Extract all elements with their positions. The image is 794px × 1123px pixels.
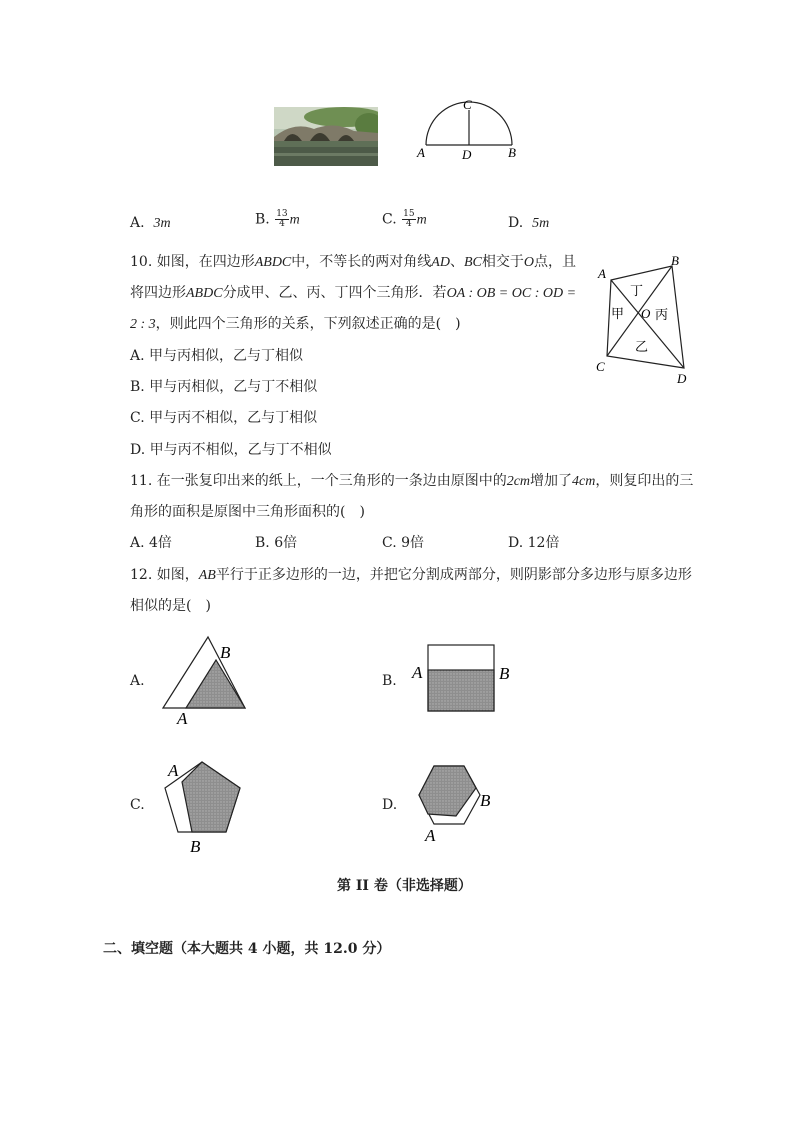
option-value: 3 [153, 216, 161, 231]
quadrilateral-figure [592, 252, 696, 388]
diagonal-ad [611, 280, 684, 368]
option-letter: A. [130, 215, 145, 231]
point-b: B [220, 643, 231, 662]
q10-line-3: 2 : 3，则此四个三角形的关系，下列叙述正确的是( ) [130, 316, 461, 332]
option-unit: m [539, 216, 550, 231]
point-b: B [480, 791, 491, 810]
q10-line-2: 将四边形ABDC分成甲、乙、丙、丁四个三角形．若OA : OB = OC : OD = [130, 285, 577, 301]
q11-option-a[interactable]: A. 4倍 [130, 535, 172, 551]
q12-figure-hexagon [412, 758, 502, 848]
option-letter: C. [382, 211, 397, 228]
q12-option-d-label[interactable]: D. [382, 797, 398, 813]
region-bing: 丙 [655, 307, 669, 322]
fraction: $\frac{13}{4}$ [276, 209, 288, 229]
q10-line-1: 10. 如图，在四边形ABDC中，不等长的两对角线AD、BC相交于O点，且 [130, 254, 576, 270]
region-yi: 乙 [635, 339, 649, 354]
label-d: D [677, 371, 687, 386]
section2-heading: 二、填空题（本大题共 4 小题，共 12.0 分） [103, 941, 391, 957]
label-b: B [508, 145, 516, 160]
region-jia: 甲 [611, 306, 625, 321]
q11-option-b[interactable]: B. 6倍 [255, 535, 298, 551]
semicircle-figure [416, 96, 522, 162]
label-a: A [598, 266, 606, 281]
q11-line-2: 角形的面积是原图中三角形面积的( ) [130, 504, 365, 520]
q12-figure-triangle [158, 632, 254, 728]
q12-line-2: 相似的是( ) [130, 598, 211, 614]
label-c: C [596, 359, 605, 374]
option-letter: D. [508, 215, 524, 231]
label-c: C [463, 97, 472, 112]
label-a: A [417, 145, 425, 160]
point-a: A [177, 709, 188, 728]
point-b: B [190, 837, 201, 856]
point-a: A [168, 761, 179, 780]
q9-option-a[interactable] [130, 215, 171, 232]
option-letter: B. [255, 211, 270, 228]
q10-option-d[interactable]: D. 甲与丙不相似，乙与丁不相似 [130, 442, 332, 458]
region-ding: 丁 [630, 283, 644, 298]
shaded-pentagon [182, 762, 240, 832]
q11-option-d[interactable]: D. 12倍 [508, 535, 560, 551]
q12-figure-square [408, 640, 518, 716]
q10-option-c[interactable]: C. 甲与丙不相似，乙与丁相似 [130, 410, 318, 426]
q11-line-1: 11. 在一张复印出来的纸上，一个三角形的一条边由原图中的2cm增加了4cm，则复印出的三 [130, 473, 694, 489]
point-a: A [412, 663, 423, 682]
q12-option-b-label[interactable]: B. [382, 673, 397, 689]
q12-line-1: 12. 如图，AB平行于正多边形的一边，并把它分割成两部分，则阴影部分多边形与原多边形 [130, 567, 692, 583]
label-d: D [462, 147, 472, 162]
q10-option-b[interactable]: B. 甲与丙相似，乙与丁不相似 [130, 379, 318, 395]
q9-option-c[interactable] [382, 210, 427, 229]
q9-option-d[interactable] [508, 215, 549, 232]
label-o: O [641, 306, 651, 321]
point-a: A [425, 826, 436, 845]
q9-option-b[interactable] [255, 210, 300, 229]
q12-option-a-label[interactable]: A. [130, 673, 145, 689]
bridge-photo [274, 107, 378, 166]
option-unit: m [416, 212, 427, 228]
q12-option-c-label[interactable]: C. [130, 797, 145, 813]
option-unit: m [289, 212, 300, 228]
label-b: B [671, 253, 679, 268]
shaded-triangle [186, 660, 245, 708]
option-value: 5 [532, 216, 540, 231]
q11-option-c[interactable]: C. 9倍 [382, 535, 425, 551]
part2-title: 第 II 卷（非选择题） [337, 878, 472, 894]
shaded-hexagon [419, 766, 476, 816]
q10-option-a[interactable]: A. 甲与丙相似，乙与丁相似 [130, 348, 304, 364]
option-unit: m [160, 216, 171, 231]
shaded-rectangle [428, 670, 494, 711]
q12-figure-pentagon [160, 756, 250, 860]
point-b: B [499, 664, 510, 683]
fraction: $\frac{15}{4}$ [403, 209, 415, 229]
